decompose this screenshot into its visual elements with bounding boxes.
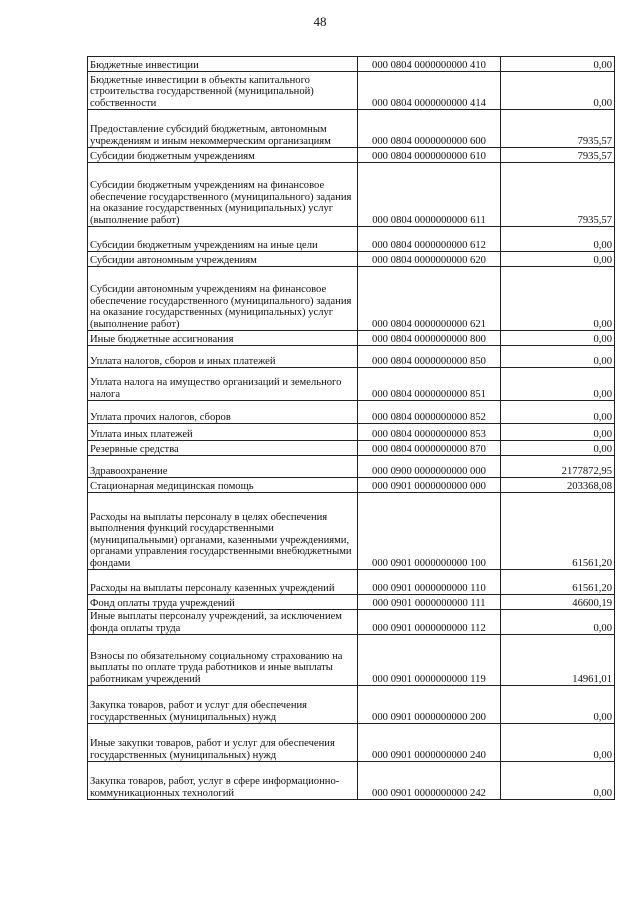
row-code-cell: 000 0901 0000000000 200 xyxy=(358,686,501,724)
row-name-cell: Иные закупки товаров, работ и услуг для обеспечения государственных (муниципальных) нужд xyxy=(88,724,358,762)
row-sum-cell: 7935,57 xyxy=(501,163,615,227)
row-name-cell: Субсидии бюджетным учреждениям на иные цели xyxy=(88,227,358,252)
row-code-cell: 000 0804 0000000000 621 xyxy=(358,267,501,331)
row-sum-cell: 61561,20 xyxy=(501,570,615,595)
row-name-cell: Закупка товаров, работ, услуг в сфере информационно-коммуникационных технологий xyxy=(88,762,358,800)
table-row xyxy=(88,72,615,110)
row-code-cell: 000 0804 0000000000 851 xyxy=(358,368,501,401)
table-row xyxy=(88,570,615,595)
row-sum-cell: 0,00 xyxy=(501,267,615,331)
row-sum-cell: 0,00 xyxy=(501,368,615,401)
row-sum-cell: 0,00 xyxy=(501,424,615,441)
table-row xyxy=(88,635,615,686)
row-name-cell: Уплата налога на имущество организаций и земельного налога xyxy=(88,368,358,401)
table-row xyxy=(88,163,615,227)
row-code-cell: 000 0901 0000000000 100 xyxy=(358,493,501,570)
table-row xyxy=(88,493,615,570)
row-code-cell: 000 0804 0000000000 610 xyxy=(358,148,501,163)
table-row xyxy=(88,478,615,493)
row-code-cell: 000 0901 0000000000 111 xyxy=(358,595,501,610)
row-sum-cell: 203368,08 xyxy=(501,478,615,493)
row-name-cell: Субсидии автономным учреждениям на финансовое обеспечение государственного (муниципального) задания на оказание государственных (муниципальных) услуг (выполнение работ) xyxy=(88,267,358,331)
page-number: 48 xyxy=(313,14,327,29)
row-sum-cell: 0,00 xyxy=(501,686,615,724)
row-sum-cell: 0,00 xyxy=(501,610,615,635)
table-row xyxy=(88,227,615,252)
row-code-cell: 000 0901 0000000000 110 xyxy=(358,570,501,595)
row-code-cell: 000 0901 0000000000 240 xyxy=(358,724,501,762)
row-name-cell: Бюджетные инвестиции в объекты капитального строительства государственной (муниципальной) собственности xyxy=(88,72,358,110)
row-name-cell: Взносы по обязательному социальному страхованию на выплаты по оплате труда работников и иные выплаты работникам учреждений xyxy=(88,635,358,686)
row-name-cell: Стационарная медицинская помощь xyxy=(88,478,358,493)
table-row xyxy=(88,267,615,331)
row-sum-cell: 7935,57 xyxy=(501,148,615,163)
row-name-cell: Бюджетные инвестиции xyxy=(88,57,358,72)
row-sum-cell: 0,00 xyxy=(501,346,615,368)
row-name-cell: Уплата налогов, сборов и иных платежей xyxy=(88,346,358,368)
row-name-cell: Предоставление субсидий бюджетным, автономным учреждениям и иным некоммерческим организациям xyxy=(88,110,358,148)
row-sum-cell: 0,00 xyxy=(501,227,615,252)
row-name-cell: Фонд оплаты труда учреждений xyxy=(88,595,358,610)
row-sum-cell: 14961,01 xyxy=(501,635,615,686)
row-code-cell: 000 0901 0000000000 112 xyxy=(358,610,501,635)
table-row xyxy=(88,724,615,762)
row-name-cell: Здравоохранение xyxy=(88,456,358,478)
row-code-cell: 000 0804 0000000000 870 xyxy=(358,441,501,456)
row-name-cell: Субсидии бюджетным учреждениям на финансовое обеспечение государственного (муниципального) задания на оказание государственных (муниципальных) услуг (выполнение работ) xyxy=(88,163,358,227)
row-code-cell: 000 0804 0000000000 853 xyxy=(358,424,501,441)
row-code-cell: 000 0901 0000000000 119 xyxy=(358,635,501,686)
row-code-cell: 000 0804 0000000000 611 xyxy=(358,163,501,227)
table-row xyxy=(88,110,615,148)
row-code-cell: 000 0804 0000000000 852 xyxy=(358,401,501,424)
row-name-cell: Субсидии бюджетным учреждениям xyxy=(88,148,358,163)
row-name-cell: Резервные средства xyxy=(88,441,358,456)
table-row xyxy=(88,401,615,424)
budget-table-body xyxy=(88,57,615,800)
table-row xyxy=(88,57,615,72)
row-name-cell: Иные бюджетные ассигнования xyxy=(88,331,358,346)
row-sum-cell: 46600,19 xyxy=(501,595,615,610)
row-name-cell: Закупка товаров, работ и услуг для обеспечения государственных (муниципальных) нужд xyxy=(88,686,358,724)
table-row xyxy=(88,610,615,635)
table-row xyxy=(88,148,615,163)
table-row xyxy=(88,441,615,456)
row-name-cell: Иные выплаты персоналу учреждений, за исключением фонда оплаты труда xyxy=(88,610,358,635)
row-sum-cell: 0,00 xyxy=(501,441,615,456)
table-row xyxy=(88,686,615,724)
row-code-cell: 000 0804 0000000000 800 xyxy=(358,331,501,346)
budget-table xyxy=(87,56,615,800)
table-row xyxy=(88,331,615,346)
row-sum-cell: 0,00 xyxy=(501,724,615,762)
row-code-cell: 000 0804 0000000000 850 xyxy=(358,346,501,368)
row-sum-cell: 0,00 xyxy=(501,331,615,346)
row-sum-cell: 0,00 xyxy=(501,762,615,800)
row-sum-cell: 7935,57 xyxy=(501,110,615,148)
row-name-cell: Уплата прочих налогов, сборов xyxy=(88,401,358,424)
row-code-cell: 000 0804 0000000000 410 xyxy=(358,57,501,72)
row-name-cell: Расходы на выплаты персоналу в целях обеспечения выполнения функций государственными (муниципальными) органами, казенными учреждениями, органами управления государственными внебюджетными фондами xyxy=(88,493,358,570)
row-sum-cell: 0,00 xyxy=(501,72,615,110)
row-code-cell: 000 0901 0000000000 242 xyxy=(358,762,501,800)
table-row xyxy=(88,762,615,800)
table-row xyxy=(88,456,615,478)
table-row xyxy=(88,424,615,441)
row-sum-cell: 0,00 xyxy=(501,57,615,72)
row-name-cell: Уплата иных платежей xyxy=(88,424,358,441)
table-row xyxy=(88,368,615,401)
row-code-cell: 000 0901 0000000000 000 xyxy=(358,478,501,493)
row-name-cell: Расходы на выплаты персоналу казенных учреждений xyxy=(88,570,358,595)
row-code-cell: 000 0804 0000000000 620 xyxy=(358,252,501,267)
row-sum-cell: 2177872,95 xyxy=(501,456,615,478)
row-sum-cell: 0,00 xyxy=(501,252,615,267)
row-code-cell: 000 0804 0000000000 600 xyxy=(358,110,501,148)
row-sum-cell: 0,00 xyxy=(501,401,615,424)
row-code-cell: 000 0900 0000000000 000 xyxy=(358,456,501,478)
table-row xyxy=(88,595,615,610)
row-name-cell: Субсидии автономным учреждениям xyxy=(88,252,358,267)
table-row xyxy=(88,346,615,368)
row-sum-cell: 61561,20 xyxy=(501,493,615,570)
table-row xyxy=(88,252,615,267)
row-code-cell: 000 0804 0000000000 414 xyxy=(358,72,501,110)
row-code-cell: 000 0804 0000000000 612 xyxy=(358,227,501,252)
